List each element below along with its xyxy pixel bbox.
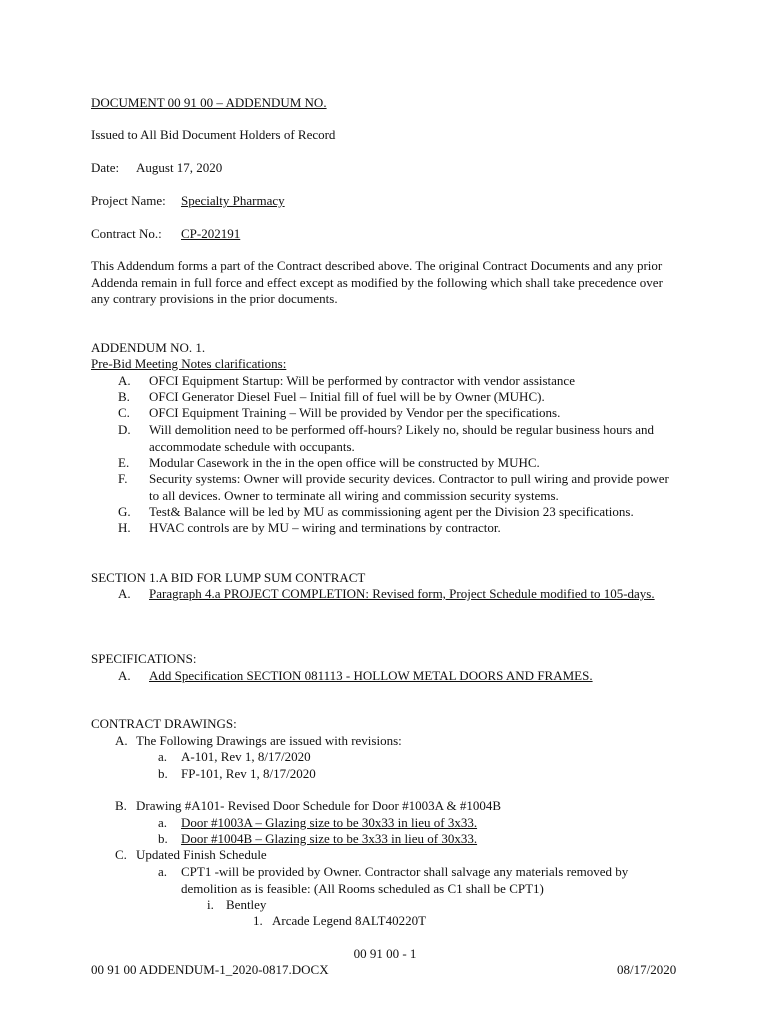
list-item-letter: D. [118, 422, 131, 437]
list-item-text: Arcade Legend 8ALT40220T [272, 913, 427, 928]
list-item-letter: B. [115, 798, 127, 813]
list-item-text: The Following Drawings are issued with revisions: [136, 733, 402, 748]
list-item-text: Bentley [226, 897, 267, 912]
project-name-label: Project Name: [91, 193, 166, 208]
project-name-value: Specialty Pharmacy [181, 193, 285, 208]
date-label: Date: [91, 160, 120, 175]
date-value: August 17, 2020 [136, 160, 223, 175]
list-item-text: OFCI Equipment Startup: Will be performed by contractor with vendor assistance [149, 373, 575, 388]
list-item-text: Will demolition need to be performed off-hours? Likely no, should be regular business hours and accommodate schedule with occupants. [149, 422, 655, 454]
list-item-text: Updated Finish Schedule [136, 847, 267, 862]
list-item-letter: a. [158, 749, 168, 764]
list-item-letter: a. [158, 864, 168, 879]
footer-date: 08/17/2020 [617, 962, 677, 977]
list-item-text: Door #1004B – Glazing size to be 3x33 in lieu of 30x33. [181, 831, 478, 846]
list-item-letter: A. [118, 373, 131, 388]
addendum-heading: ADDENDUM NO. 1. [91, 340, 206, 355]
list-item-letter: H. [118, 520, 131, 535]
list-item-letter: 1. [253, 913, 263, 928]
list-item-letter: A. [118, 586, 131, 601]
list-item-letter: A. [118, 668, 131, 683]
specifications-heading: SPECIFICATIONS: [91, 651, 197, 666]
addendum-subheading: Pre-Bid Meeting Notes clarifications: [91, 356, 287, 371]
page-number: 00 91 00 - 1 [353, 946, 417, 961]
section-1a-heading: SECTION 1.A BID FOR LUMP SUM CONTRACT [91, 570, 366, 585]
list-item-text: Modular Casework in the in the open office will be constructed by MUHC. [149, 455, 540, 470]
list-item-letter: F. [118, 471, 128, 486]
list-item-letter: b. [158, 831, 168, 846]
list-item-letter: i. [207, 897, 214, 912]
footer-filename: 00 91 00 ADDENDUM-1_2020-0817.DOCX [91, 962, 329, 977]
list-item-letter: C. [118, 405, 130, 420]
list-item-text: Door #1003A – Glazing size to be 30x33 in lieu of 3x33. [181, 815, 478, 830]
list-item-letter: C. [115, 847, 127, 862]
list-item-text: OFCI Generator Diesel Fuel – Initial fill of fuel will be by Owner (MUHC). [149, 389, 545, 404]
contract-number-label: Contract No.: [91, 226, 162, 241]
list-item-text: A-101, Rev 1, 8/17/2020 [181, 749, 311, 764]
list-item-text: Drawing #A101- Revised Door Schedule for Door #1003A & #1004B [136, 798, 502, 813]
list-item-letter: A. [115, 733, 128, 748]
contract-drawings-heading: CONTRACT DRAWINGS: [91, 716, 237, 731]
list-item-text: CPT1 -will be provided by Owner. Contractor shall salvage any materials removed by demolition as is feasible: (All Rooms scheduled as C1 shall be CPT1) [181, 864, 629, 896]
list-item-letter: E. [118, 455, 130, 470]
section-1a-item: Paragraph 4.a PROJECT COMPLETION: Revised form, Project Schedule modified to 105-days. [149, 586, 655, 601]
list-item-text: Test& Balance will be led by MU as commissioning agent per the Division 23 specifications. [149, 504, 634, 519]
list-item-text: HVAC controls are by MU – wiring and terminations by contractor. [149, 520, 501, 535]
issued-to-line: Issued to All Bid Document Holders of Record [91, 127, 336, 142]
list-item-letter: G. [118, 504, 131, 519]
list-item-text: OFCI Equipment Training – Will be provided by Vendor per the specifications. [149, 405, 561, 420]
list-item-letter: a. [158, 815, 168, 830]
list-item-letter: b. [158, 766, 168, 781]
list-item-text: FP-101, Rev 1, 8/17/2020 [181, 766, 316, 781]
specifications-item: Add Specification SECTION 081113 - HOLLOW METAL DOORS AND FRAMES. [149, 668, 593, 683]
list-item-letter: B. [118, 389, 130, 404]
intro-paragraph: This Addendum forms a part of the Contract described above. The original Contract Documents and any prior Addenda remain in full force and effect except as modified by the following which shall take precedence over any contrary provisions in the prior documents. [91, 258, 663, 306]
list-item-text: Security systems: Owner will provide security devices. Contractor to pull wiring and provide power to all devices. Owner to terminate all wiring and commission security systems. [149, 471, 669, 503]
contract-number-value: CP-202191 [181, 226, 241, 241]
document-title: DOCUMENT 00 91 00 – ADDENDUM NO. [91, 95, 327, 110]
